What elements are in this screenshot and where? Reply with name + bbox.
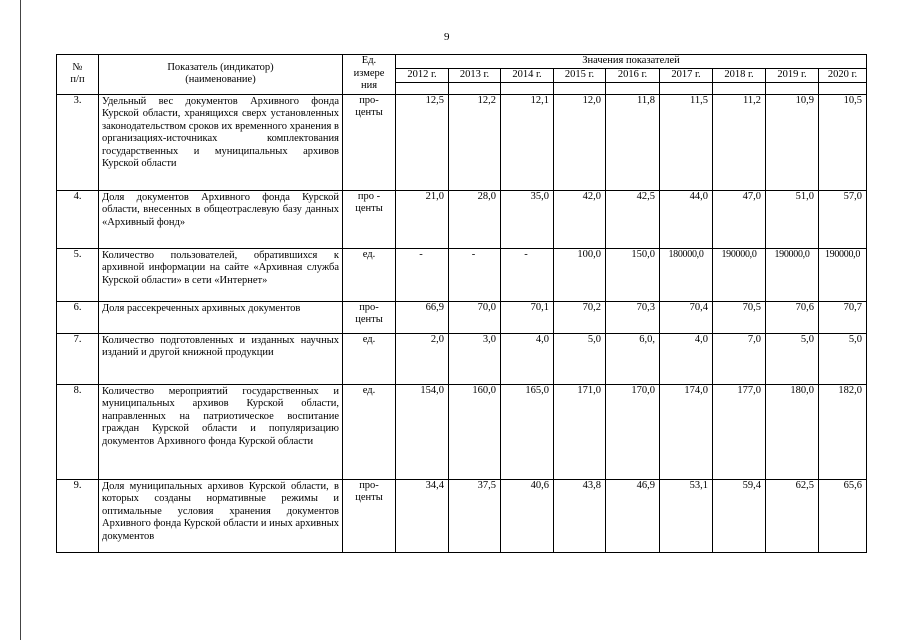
- header-year-spacer: [819, 82, 867, 94]
- indicator-value: 170,0: [606, 384, 660, 479]
- header-year-spacer: [396, 82, 449, 94]
- indicator-value: -: [396, 248, 449, 301]
- table-row: [57, 301, 867, 333]
- header-values-title: Значения показателей: [396, 55, 867, 69]
- indicator-value: 12,0: [554, 94, 606, 190]
- indicator-value: 28,0: [449, 190, 501, 248]
- indicator-value: 160,0: [449, 384, 501, 479]
- indicator-value: 51,0: [766, 190, 819, 248]
- indicator-name: Удельный вес документов Архивного фонда Курской области, хранящихся сверх установленных законодательством сроков их временного хранения в организациях-источниках комплектования государственных и муниципальных архивов Курской области: [99, 94, 343, 190]
- header-year-spacer: [660, 82, 713, 94]
- indicator-value: 12,5: [396, 94, 449, 190]
- indicators-table: [56, 54, 867, 553]
- page-edge-line: [20, 0, 21, 640]
- table-row: [57, 333, 867, 384]
- row-number: 4.: [57, 190, 99, 248]
- indicator-value: 10,5: [819, 94, 867, 190]
- indicator-value: 70,1: [501, 301, 554, 333]
- header-year: 2019 г.: [766, 68, 819, 82]
- indicator-name: Количество пользователей, обратившихся к архивной информации на сайте «Архивная служба Курской области» в сети «Интернет»: [99, 248, 343, 301]
- indicator-value: 11,2: [713, 94, 766, 190]
- indicator-value: 190000,0: [713, 248, 766, 301]
- table-row: [57, 190, 867, 248]
- header-no: № п/п: [57, 55, 99, 95]
- indicator-name: Количество подготовленных и изданных научных изданий и другой книжной продукции: [99, 333, 343, 384]
- indicator-value: 11,5: [660, 94, 713, 190]
- header-indicator: Показатель (индикатор) (наименование): [99, 55, 343, 95]
- indicator-value: 44,0: [660, 190, 713, 248]
- header-year: 2012 г.: [396, 68, 449, 82]
- indicator-value: -: [449, 248, 501, 301]
- indicator-value: 46,9: [606, 479, 660, 552]
- indicator-value: 5,0: [819, 333, 867, 384]
- header-year-spacer: [713, 82, 766, 94]
- table-row: [57, 479, 867, 552]
- indicator-value: 5,0: [766, 333, 819, 384]
- indicator-value: 174,0: [660, 384, 713, 479]
- indicator-value: 10,9: [766, 94, 819, 190]
- indicator-value: 100,0: [554, 248, 606, 301]
- header-year: 2013 г.: [449, 68, 501, 82]
- header-year-spacer: [449, 82, 501, 94]
- indicator-unit: про- центы: [343, 479, 396, 552]
- indicator-unit: про- центы: [343, 94, 396, 190]
- indicator-value: 70,0: [449, 301, 501, 333]
- indicator-value: 180000,0: [660, 248, 713, 301]
- indicator-value: 57,0: [819, 190, 867, 248]
- indicator-name: Доля муниципальных архивов Курской области, в которых созданы нормативные режимы и оптимальные условия хранения документов Архивного фонда Курской области и иных архивных документов: [99, 479, 343, 552]
- indicator-value: 70,4: [660, 301, 713, 333]
- indicator-value: 37,5: [449, 479, 501, 552]
- indicator-unit: ед.: [343, 333, 396, 384]
- indicator-value: 11,8: [606, 94, 660, 190]
- indicator-value: -: [501, 248, 554, 301]
- row-number: 9.: [57, 479, 99, 552]
- indicator-value: 70,3: [606, 301, 660, 333]
- table-row: [57, 384, 867, 479]
- indicator-value: 70,5: [713, 301, 766, 333]
- indicator-value: 34,4: [396, 479, 449, 552]
- indicator-name: Доля рассекреченных архивных документов: [99, 301, 343, 333]
- indicator-value: 53,1: [660, 479, 713, 552]
- indicator-value: 42,5: [606, 190, 660, 248]
- indicator-value: 12,2: [449, 94, 501, 190]
- header-year: 2018 г.: [713, 68, 766, 82]
- indicator-value: 59,4: [713, 479, 766, 552]
- header-year: 2015 г.: [554, 68, 606, 82]
- indicator-value: 40,6: [501, 479, 554, 552]
- indicator-value: 6,0,: [606, 333, 660, 384]
- indicator-unit: ед.: [343, 384, 396, 479]
- row-number: 6.: [57, 301, 99, 333]
- page-number: 9: [444, 31, 450, 43]
- indicator-value: 70,2: [554, 301, 606, 333]
- indicator-value: 12,1: [501, 94, 554, 190]
- indicator-value: 70,7: [819, 301, 867, 333]
- indicator-unit: про - центы: [343, 190, 396, 248]
- header-year-spacer: [501, 82, 554, 94]
- indicator-value: 66,9: [396, 301, 449, 333]
- row-number: 8.: [57, 384, 99, 479]
- indicator-value: 190000,0: [819, 248, 867, 301]
- indicator-value: 21,0: [396, 190, 449, 248]
- indicator-name: Доля документов Архивного фонда Курской области, внесенных в общеотраслевую базу данных «Архивный фонд»: [99, 190, 343, 248]
- indicator-value: 43,8: [554, 479, 606, 552]
- indicator-value: 4,0: [501, 333, 554, 384]
- indicator-value: 150,0: [606, 248, 660, 301]
- table-row: [57, 248, 867, 301]
- row-number: 3.: [57, 94, 99, 190]
- row-number: 5.: [57, 248, 99, 301]
- indicator-value: 5,0: [554, 333, 606, 384]
- indicator-unit: про- центы: [343, 301, 396, 333]
- indicator-value: 70,6: [766, 301, 819, 333]
- indicator-value: 180,0: [766, 384, 819, 479]
- indicator-name: Количество мероприятий государственных и муниципальных архивов Курской области, направленных на патриотическое воспитание граждан Курской области и популяризацию документов Архивного фонда Курской области: [99, 384, 343, 479]
- row-number: 7.: [57, 333, 99, 384]
- indicator-value: 2,0: [396, 333, 449, 384]
- table-row: [57, 94, 867, 190]
- header-year: 2016 г.: [606, 68, 660, 82]
- indicator-value: 7,0: [713, 333, 766, 384]
- indicator-value: 177,0: [713, 384, 766, 479]
- header-year-spacer: [606, 82, 660, 94]
- indicator-value: 190000,0: [766, 248, 819, 301]
- indicator-value: 165,0: [501, 384, 554, 479]
- header-unit: Ед. измере ния: [343, 55, 396, 95]
- indicator-value: 47,0: [713, 190, 766, 248]
- indicator-value: 62,5: [766, 479, 819, 552]
- header-year-spacer: [554, 82, 606, 94]
- header-year: 2017 г.: [660, 68, 713, 82]
- header-year: 2020 г.: [819, 68, 867, 82]
- indicator-value: 4,0: [660, 333, 713, 384]
- indicator-value: 35,0: [501, 190, 554, 248]
- indicator-value: 3,0: [449, 333, 501, 384]
- indicator-value: 171,0: [554, 384, 606, 479]
- indicator-value: 42,0: [554, 190, 606, 248]
- indicator-unit: ед.: [343, 248, 396, 301]
- header-year-spacer: [766, 82, 819, 94]
- indicator-value: 182,0: [819, 384, 867, 479]
- indicator-value: 65,6: [819, 479, 867, 552]
- indicator-value: 154,0: [396, 384, 449, 479]
- header-year: 2014 г.: [501, 68, 554, 82]
